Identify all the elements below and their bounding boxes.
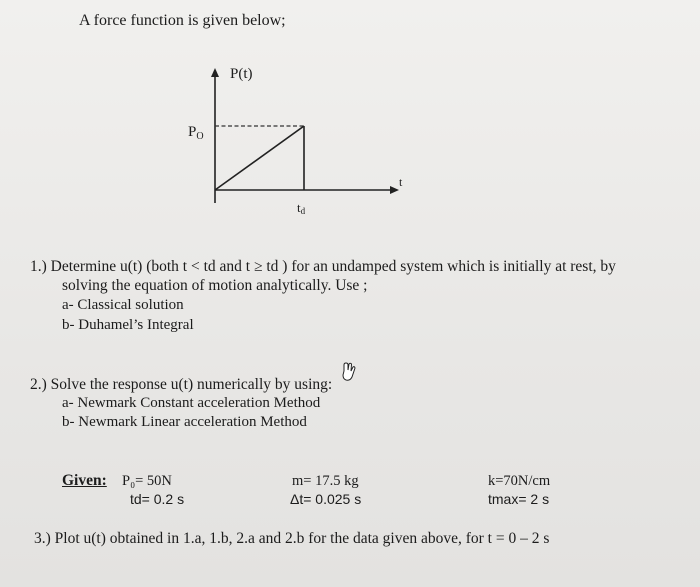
given-label: Given: bbox=[62, 472, 107, 489]
y-axis-label: P(t) bbox=[230, 66, 253, 82]
y-axis-arrow bbox=[211, 68, 219, 77]
question-3: 3.) Plot u(t) obtained in 1.a, 1.b, 2.a and 2.b for the data given above, for t = 0 – 2 s bbox=[34, 530, 550, 547]
question-2-item-b: b- Newmark Linear acceleration Method bbox=[62, 414, 307, 430]
given-mass: m= 17.5 kg bbox=[292, 473, 359, 489]
intro-text: A force function is given below; bbox=[79, 12, 286, 29]
given-tmax: tmax= 2 s bbox=[488, 491, 550, 507]
question-1-item-a: a- Classical solution bbox=[62, 297, 184, 313]
given-p0: P₀= 50N bbox=[122, 473, 172, 489]
given-delta-t: Δt= 0.025 s bbox=[290, 491, 362, 507]
td-label: td bbox=[297, 200, 306, 216]
question-1-item-b: b- Duhamel’s Integral bbox=[62, 317, 194, 333]
question-2-line-1: 2.) Solve the response u(t) numerically by using: bbox=[30, 376, 333, 393]
given-stiffness: k=70N/cm bbox=[488, 473, 551, 489]
ramp-line bbox=[215, 126, 304, 190]
question-2-item-a: a- Newmark Constant acceleration Method bbox=[62, 395, 321, 411]
given-td: td= 0.2 s bbox=[130, 491, 185, 507]
p0-label: $P_O$ bbox=[188, 124, 204, 142]
force-function-graph bbox=[170, 58, 420, 218]
x-axis-arrow bbox=[390, 186, 399, 194]
t-axis-label: t bbox=[399, 175, 403, 189]
question-1-line-1: 1.) Determine u(t) (both t < td and t ≥ td ) for an undamped system which is initially at rest, by bbox=[30, 258, 616, 275]
mouse-cursor-icon bbox=[340, 361, 358, 383]
question-1-line-2: solving the equation of motion analytically. Use ; bbox=[62, 277, 368, 294]
